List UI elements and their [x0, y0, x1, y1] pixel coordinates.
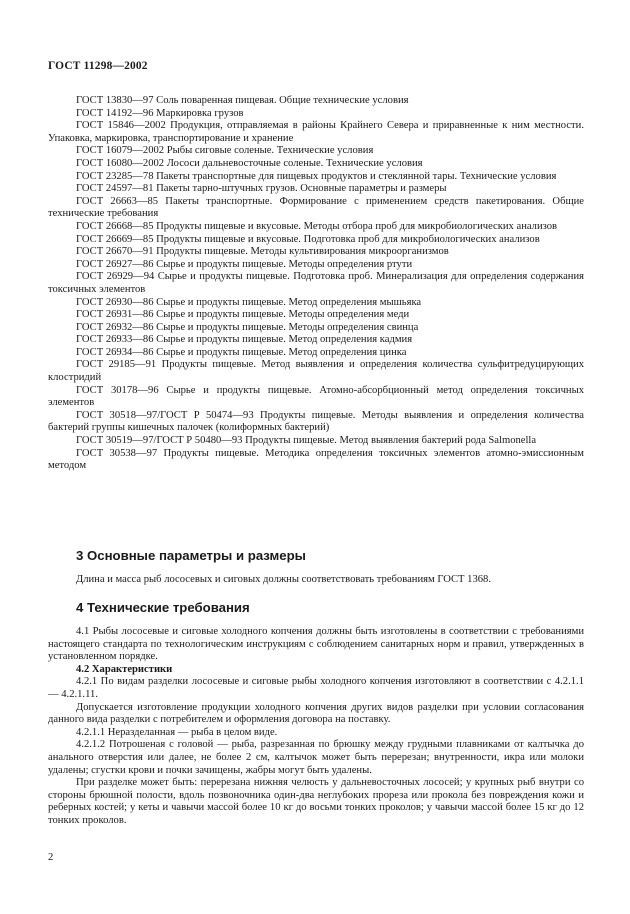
reference-item: ГОСТ 26933—86 Сырье и продукты пищевые. Метод определения кадмия	[76, 334, 413, 346]
page-number: 2	[48, 852, 54, 863]
paragraph-4-2-1-1: 4.2.1.1 Неразделанная — рыба в целом виде.	[76, 726, 278, 738]
section-4-heading: 4 Технические требования	[76, 600, 250, 615]
reference-item: ГОСТ 14192—96 Маркировка грузов	[76, 107, 244, 119]
reference-item: ГОСТ 16079—2002 Рыбы сиговые соленые. Технические условия	[76, 145, 374, 157]
reference-item: ГОСТ 30178—96 Сырье и продукты пищевые. Атомно-абсорбционный метод определения токсичных элементов	[48, 384, 584, 409]
normative-references-list	[48, 95, 584, 473]
reference-item: ГОСТ 30518—97/ГОСТ Р 50474—93 Продукты пищевые. Методы выявления и определения количества бактерий группы кишечных палочек (колиформных бактерий)	[48, 409, 584, 434]
reference-item: ГОСТ 26927—86 Сырье и продукты пищевые. Методы определения ртути	[76, 258, 413, 270]
reference-item: ГОСТ 15846—2002 Продукция, отправляемая в районы Крайнего Севера и приравненные к ним местности. Упаковка, маркировка, транспортирование и хранение	[48, 120, 584, 144]
reference-item: ГОСТ 30538—97 Продукты пищевые. Методика определения токсичных элементов атомно-эмиссионным методом	[48, 447, 584, 472]
reference-item: ГОСТ 24597—81 Пакеты тарно-штучных грузов. Основные параметры и размеры	[76, 183, 447, 195]
paragraph-4-2-1: 4.2.1 По видам разделки лососевые и сиговые рыбы холодного копчения изготовляют в соответствии с 4.2.1.1 — 4.2.1.11.	[48, 676, 584, 700]
reference-item: ГОСТ 16080—2002 Лососи дальневосточные соленые. Технические условия	[76, 157, 423, 169]
reference-item: ГОСТ 13830—97 Соль поваренная пищевая. Общие технические условия	[76, 95, 409, 106]
paragraph-4-2-1-2: 4.2.1.2 Потрошеная с головой — рыба, разрезанная по брюшку между грудными плавниками от калтычка до анального отверстия или далее, не более 2 см, калтычок может быть перерезан; внутренности, икра или молоки удалены; сгустки крови и почки зачищены, жабры могут быть удалены.	[48, 739, 584, 776]
section-4-body	[48, 626, 584, 828]
running-header: ГОСТ 11298—2002	[48, 60, 148, 72]
paragraph-cutting-notes: При разделке может быть: перерезана нижняя челюсть у дальневосточных лососей; у крупных рыб внутри со стороны брюшной полости, вдоль позвоночника один-два неглубоких прореза или прокола без повреждения кожи и реберных костей; у кеты и чавычи массой более 10 кг до восьми тонких проколов; у чавычи массой более 15 кг до 12 тонких проколов.	[48, 777, 584, 826]
reference-item: ГОСТ 29185—91 Продукты пищевые. Метод выявления и определения количества сульфитредуцирующих клостридий	[48, 359, 584, 384]
section-3-heading: 3 Основные параметры и размеры	[76, 548, 306, 563]
reference-item: ГОСТ 26670—91 Продукты пищевые. Методы культивирования микроорганизмов	[76, 246, 449, 258]
paragraph-4-1: 4.1 Рыбы лососевые и сиговые холодного копчения должны быть изготовлены в соответствии с требованиями настоящего стандарта по технологическим инструкциям с соблюдением санитарных норм и правил, утвержденных в установленном порядке.	[48, 626, 584, 663]
paragraph-permission: Допускается изготовление продукции холодного копчения других видов разделки при условии согласования данного вида разделки с потребителем и оформления договора на поставку.	[48, 701, 584, 726]
reference-item: ГОСТ 26932—86 Сырье и продукты пищевые. Методы определения свинца	[76, 321, 419, 333]
reference-item: ГОСТ 26931—86 Сырье и продукты пищевые. Методы определения меди	[76, 309, 410, 321]
section-3-text: Длина и масса рыб лососевых и сиговых должны соответствовать требованиям ГОСТ 1368.	[76, 574, 491, 585]
reference-item: ГОСТ 26668—85 Продукты пищевые и вкусовые. Методы отбора проб для микробиологических анализов	[76, 220, 558, 232]
reference-item: ГОСТ 26669—85 Продукты пищевые и вкусовые. Подготовка проб для микробиологических анализов	[76, 233, 540, 245]
reference-item: ГОСТ 23285—78 Пакеты транспортные для пищевых продуктов и стеклянной тары. Технические условия	[76, 170, 557, 182]
subheading-4-2: 4.2 Характеристики	[76, 663, 173, 675]
reference-item: ГОСТ 26930—86 Сырье и продукты пищевые. Метод определения мышьяка	[76, 296, 422, 308]
reference-item: ГОСТ 26663—85 Пакеты транспортные. Формирование с применением средств пакетирования. Общие технические требования	[48, 195, 584, 220]
reference-item: ГОСТ 30519—97/ГОСТ Р 50480—93 Продукты пищевые. Метод выявления бактерий рода Salmonella	[76, 435, 537, 447]
reference-item: ГОСТ 26929—94 Сырье и продукты пищевые. Подготовка проб. Минерализация для определения содержания токсичных элементов	[48, 271, 584, 295]
reference-item: ГОСТ 26934—86 Сырье и продукты пищевые. Метод определения цинка	[76, 346, 407, 358]
